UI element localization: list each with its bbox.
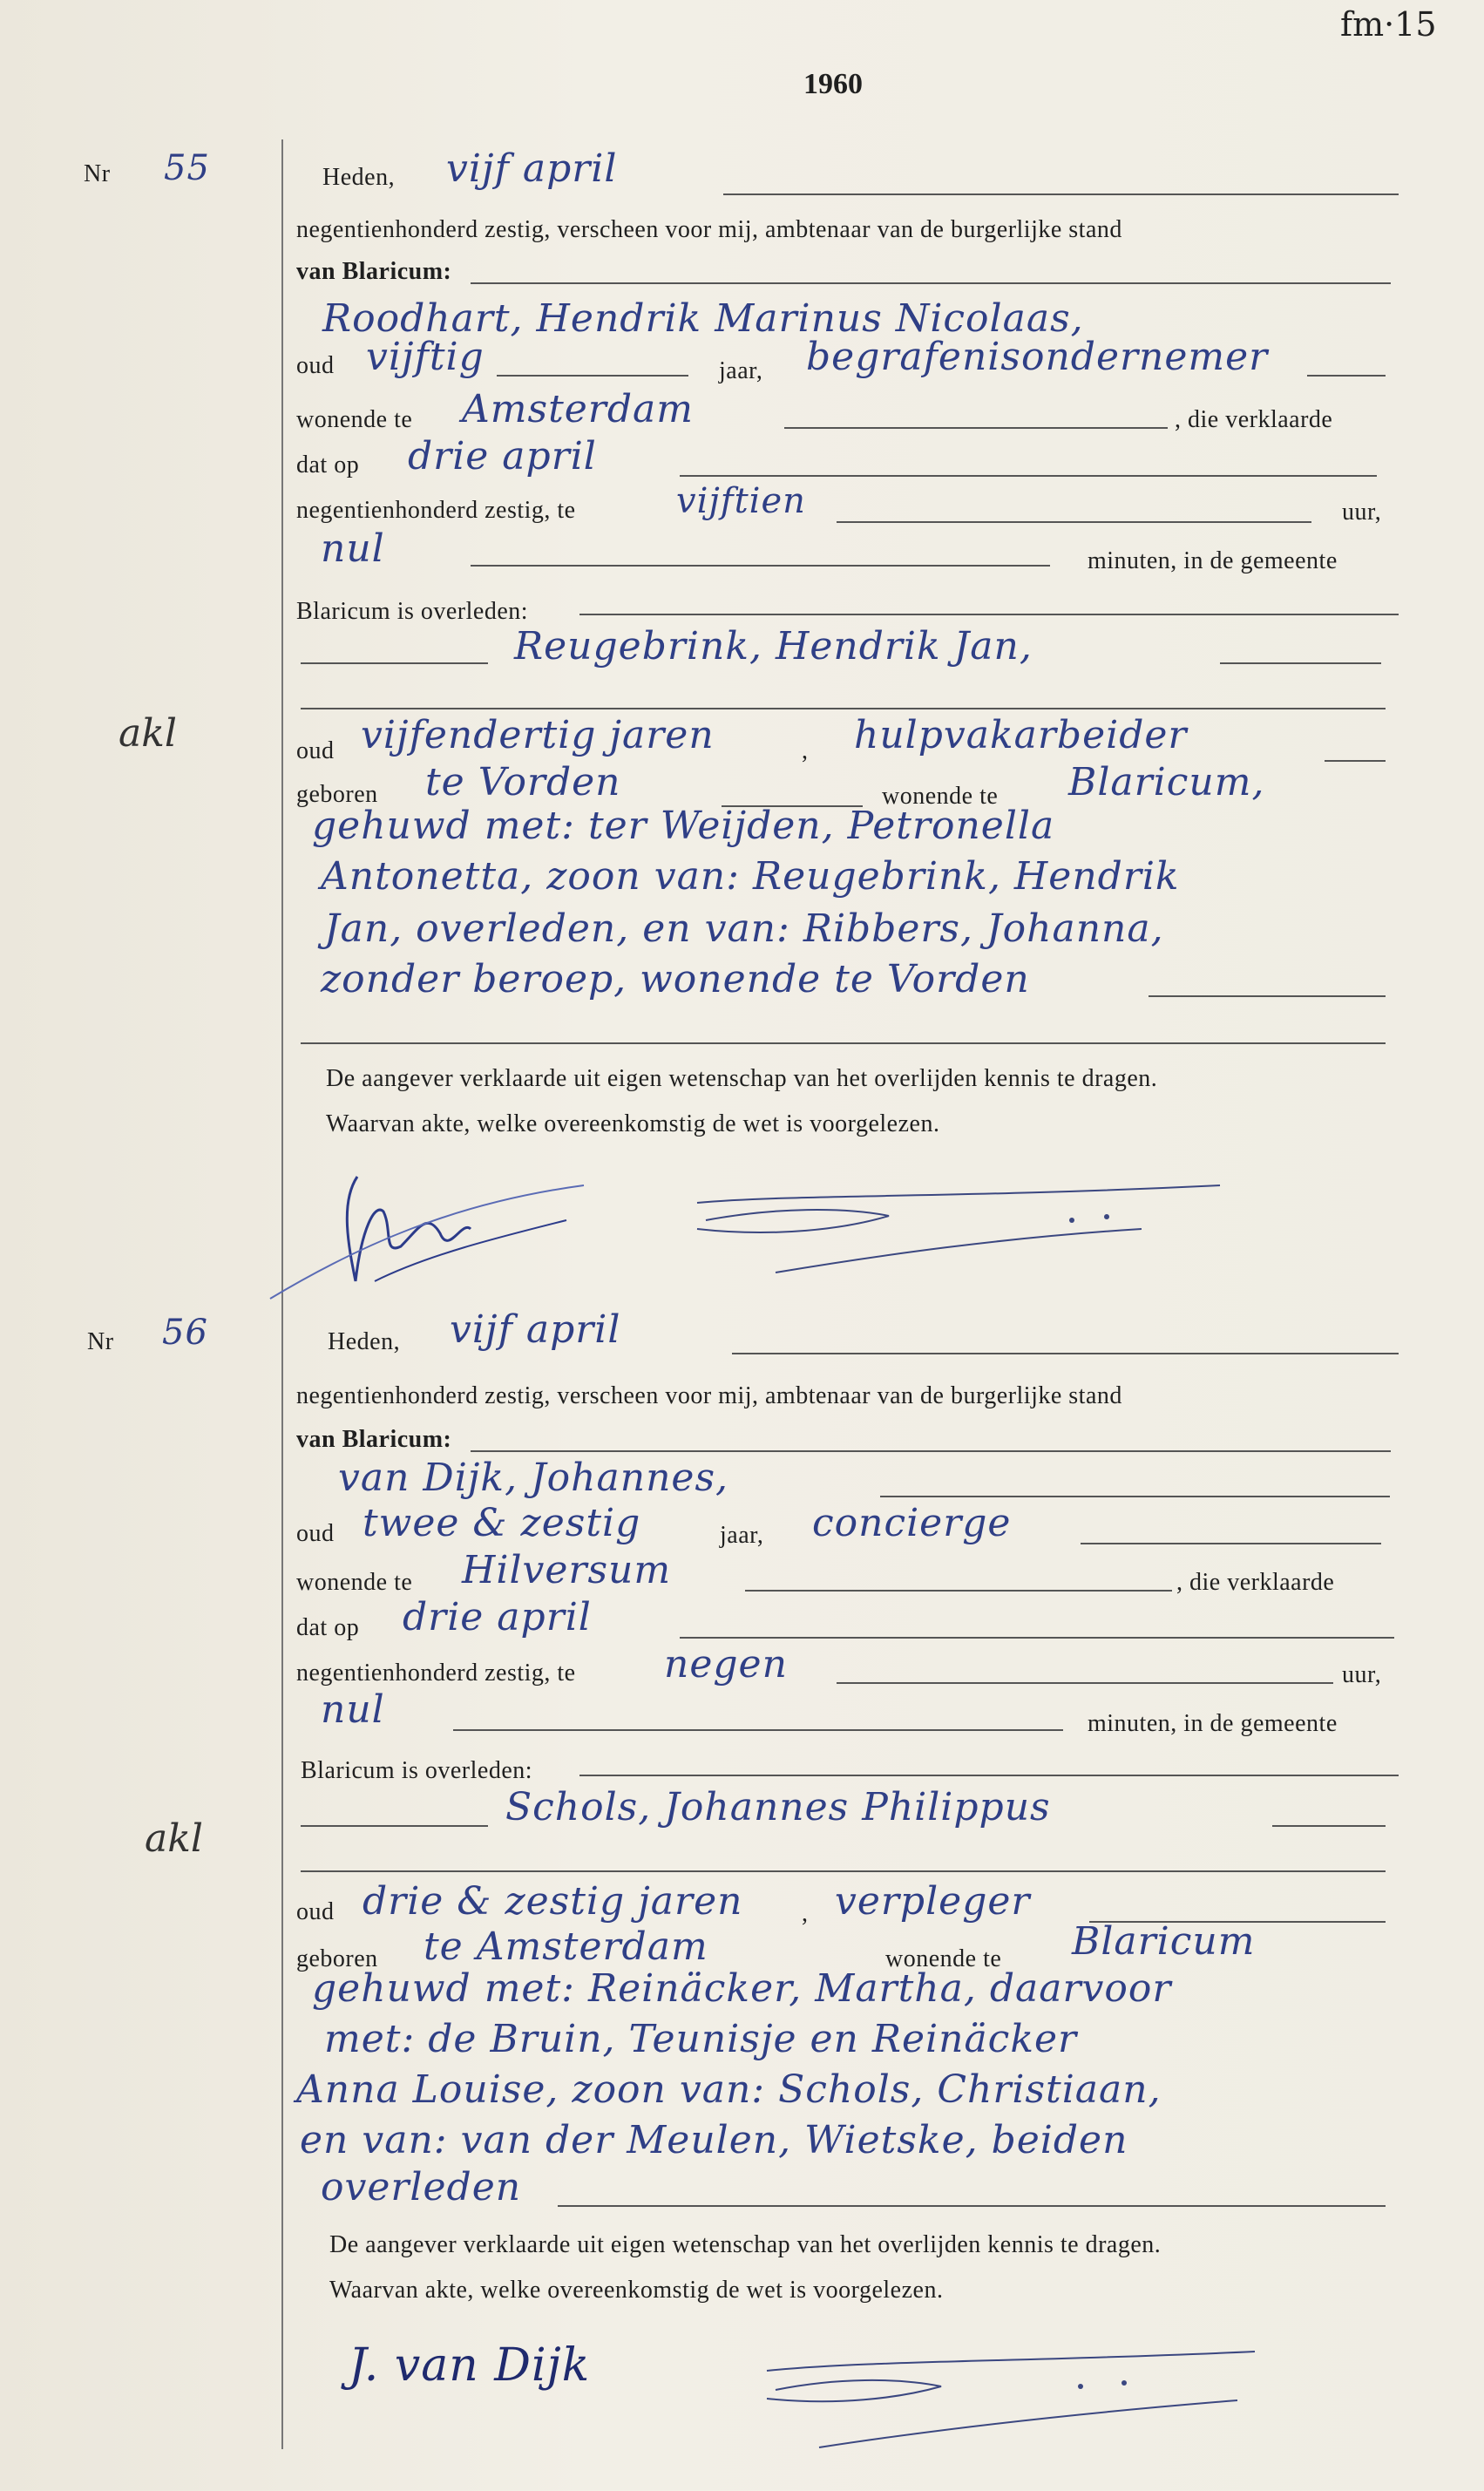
birthplace: te Amsterdam: [424, 1924, 708, 1969]
uur-label: uur,: [1342, 1661, 1382, 1688]
dat-op-label: dat op: [296, 1614, 360, 1641]
wonende-label-deceased: wonende te: [882, 783, 999, 810]
deceased-name: Reugebrink, Hendrik Jan,: [514, 624, 1033, 669]
margin-note: akl: [119, 711, 177, 756]
deceased-occupation: hulpvakarbeider: [854, 713, 1188, 757]
overleden-label: Blaricum is overleden:: [296, 598, 529, 625]
declarant-residence: Hilversum: [462, 1548, 672, 1592]
deceased-occupation: verpleger: [835, 1879, 1031, 1924]
waarvan-text: Waarvan akte, welke overeenkomstig de wet is voorgelezen.: [329, 2277, 944, 2304]
detail-line-1: gehuwd met: ter Weijden, Petronella: [312, 804, 1055, 848]
century-line: negentienhonderd zestig, verscheen voor mij, ambtenaar van de burgerlijke stand: [296, 216, 1122, 243]
geboren-label: geboren: [296, 781, 378, 808]
declarant-name: van Dijk, Johannes,: [338, 1456, 729, 1500]
deceased-residence: Blaricum,: [1068, 760, 1265, 804]
die-verklaarde-label: , die verklaarde: [1175, 406, 1333, 433]
die-verklaarde-label: , die verklaarde: [1176, 1569, 1335, 1596]
birthplace: te Vorden: [425, 760, 621, 804]
death-minutes: nul: [321, 526, 385, 571]
death-hour: vijftien: [676, 481, 806, 521]
van-blaricum-label: van Blaricum:: [296, 1426, 452, 1453]
uur-label: uur,: [1342, 499, 1382, 526]
declarant-occupation: concierge: [812, 1501, 1012, 1545]
death-minutes: nul: [321, 1687, 385, 1732]
record-number: 55: [164, 148, 210, 188]
detail-line-3: Jan, overleden, en van: Ribbers, Johanna,: [324, 906, 1164, 951]
comma: ,: [802, 737, 809, 764]
geboren-label: geboren: [296, 1945, 378, 1972]
aangever-text: De aangever verklaarde uit eigen wetenschap van het overlijden kennis te dragen.: [329, 2231, 1162, 2258]
nr-label: Nr: [84, 160, 111, 187]
zestig-te-label: negentienhonderd zestig, te: [296, 497, 576, 524]
overleden-label: Blaricum is overleden:: [301, 1757, 533, 1784]
oud-label: oud: [296, 352, 335, 379]
zestig-te-label: negentienhonderd zestig, te: [296, 1660, 576, 1687]
death-date: drie april: [408, 434, 597, 479]
minuten-label: minuten, in de gemeente: [1088, 547, 1338, 574]
comma: ,: [802, 1900, 809, 1927]
nr-label: Nr: [87, 1328, 114, 1355]
dat-op-label: dat op: [296, 451, 360, 479]
registration-day: vijf april: [450, 1307, 621, 1352]
death-hour: negen: [664, 1642, 788, 1687]
jaar-label: jaar,: [719, 357, 763, 384]
declarant-name: Roodhart, Hendrik Marinus Nicolaas,: [322, 296, 1084, 341]
detail-line-2: met: de Bruin, Teunisje en Reinäcker: [324, 2017, 1078, 2061]
year-heading: 1960: [803, 68, 863, 100]
deceased-residence: Blaricum: [1072, 1919, 1256, 1964]
deceased-age: drie & zestig jaren: [363, 1879, 743, 1924]
wonende-label: wonende te: [296, 1569, 413, 1596]
detail-line-1: gehuwd met: Reinäcker, Martha, daarvoor: [312, 1966, 1172, 2011]
detail-line-2: Antonetta, zoon van: Reugebrink, Hendrik: [321, 854, 1180, 899]
heden-label: Heden,: [328, 1328, 401, 1355]
heden-label: Heden,: [322, 164, 396, 191]
wonende-label: wonende te: [296, 406, 413, 433]
record-number: 56: [162, 1313, 208, 1353]
registration-day: vijf april: [446, 146, 618, 191]
detail-line-4: zonder beroep, wonende te Vorden: [321, 957, 1030, 1001]
minuten-label: minuten, in de gemeente: [1088, 1710, 1338, 1737]
death-date: drie april: [403, 1595, 592, 1639]
signature-declarant: J. van Dijk: [349, 2339, 591, 2392]
detail-line-3: Anna Louise, zoon van: Schols, Christiaan,: [296, 2067, 1162, 2112]
deceased-name: Schols, Johannes Philippus: [505, 1785, 1051, 1829]
detail-line-5: overleden: [321, 2165, 522, 2209]
van-blaricum-label: van Blaricum:: [296, 258, 452, 285]
signature-registrar: [688, 1168, 1246, 1290]
declarant-residence: Amsterdam: [462, 387, 694, 431]
jaar-label: jaar,: [720, 1522, 764, 1549]
wonende-label-deceased: wonende te: [885, 1945, 1002, 1972]
oud-label-deceased: oud: [296, 1898, 335, 1925]
declarant-age: twee & zestig: [363, 1501, 641, 1545]
deceased-age: vijfendertig jaren: [361, 713, 715, 757]
waarvan-text: Waarvan akte, welke overeenkomstig de wet is voorgelezen.: [326, 1110, 940, 1137]
signature-declarant: [253, 1150, 619, 1325]
declarant-age: vijftig: [366, 335, 485, 379]
declarant-occupation: begrafenisondernemer: [806, 335, 1269, 379]
margin-note: akl: [145, 1816, 203, 1861]
corner-folio-note: fm·15: [1340, 5, 1437, 44]
oud-label-deceased: oud: [296, 737, 335, 764]
oud-label: oud: [296, 1520, 335, 1547]
detail-line-4: en van: van der Meulen, Wietske, beiden: [300, 2118, 1128, 2162]
aangever-text: De aangever verklaarde uit eigen wetenschap van het overlijden kennis te dragen.: [326, 1065, 1158, 1092]
signature-registrar: [749, 2336, 1272, 2467]
century-line: negentienhonderd zestig, verscheen voor mij, ambtenaar van de burgerlijke stand: [296, 1382, 1122, 1409]
